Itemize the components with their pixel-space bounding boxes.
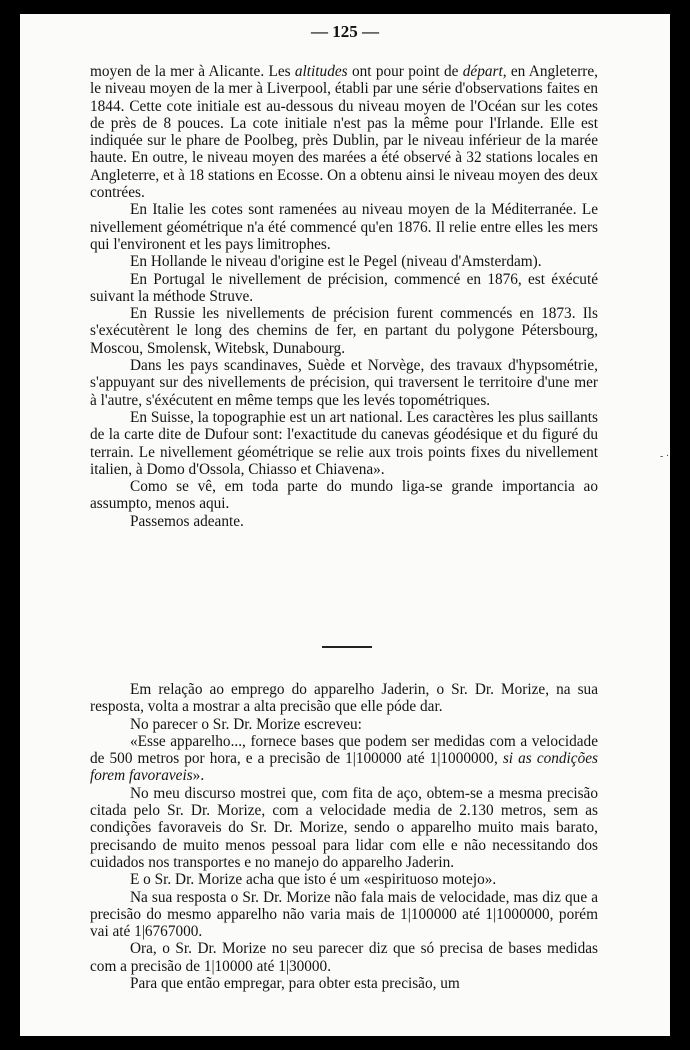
paragraph: [90, 478, 598, 513]
paragraph: [90, 409, 598, 478]
italic-text: départ,: [462, 63, 507, 80]
paragraph: [90, 357, 598, 409]
paragraph: [90, 253, 598, 270]
book-page: [20, 14, 670, 1036]
text-segment: ».: [192, 767, 205, 785]
italic-text: altitudes: [294, 63, 348, 80]
text-segment: En Italie les cotes sont ramenées au niveau moyen de la Méditerranée. Le nivellement géométrique n'a été commencé qu'en 1876. Il relie entre elles les mers qui l'environent et les pays limitrophes.: [90, 201, 598, 253]
paragraph: [90, 785, 598, 871]
paragraph: [90, 716, 598, 733]
text-segment: En Suisse, la topographie est un art national. Les caractères les plus saillants de la carte dite de Dufour sont: l'exactitude du canevas géodésique et du figuré du terrain. Le nivellement géométrique se relie aux trois points fixes du nivellement italien, à Domo d'Ossola, Chiasso et Chiavena».: [90, 408, 598, 478]
text-segment: E o Sr. Dr. Morize acha que isto é um «espirituoso motejo».: [130, 871, 497, 889]
text-segment: En Russie les nivellements de précision furent commencés en 1873. Ils s'exécutèrent le long des chemins de fer, en partant du polygone Pétersbourg, Moscou, Smolensk, Witebsk, Dunabourg.: [90, 305, 598, 357]
paragraph: [90, 940, 598, 975]
paragraph: [90, 201, 598, 253]
text-segment: moyen de la mer à Alicante. Les: [90, 63, 295, 80]
paragraph: [90, 871, 598, 888]
text-segment: No parecer o Sr. Dr. Morize escreveu:: [130, 715, 362, 733]
text-segment: No meu discurso mostrei que, com fita de aço, obtem-se a mesma precisão citada pelo Sr. Dr. Morize, com a velocidade media de 2.130 metros, sem as condições favoraveis do Sr. Dr. Morize, sendo o apparelho muito mais barato, precisando de muito menos pessoal para lidar com elle e não necessitando dos cuidados nos transportes e no manejo do apparelho Jaderin.: [90, 784, 598, 871]
margin-mark: - ·: [660, 451, 670, 462]
paragraph: [90, 305, 598, 357]
text-segment: «Esse apparelho..., fornece bases que podem ser medidas com a velocidade de 500 metros por hora, e a precisão de 1|100000 até 1|1000000,: [90, 732, 598, 768]
text-segment: En Hollande le niveau d'origine est le Pegel (niveau d'Amsterdam).: [130, 253, 542, 271]
text-segment: Para que então empregar, para obter esta precisão, um: [130, 975, 460, 993]
text-segment: Em relação ao emprego do apparelho Jaderin, o Sr. Dr. Morize, na sua resposta, volta a mostrar a alta precisão que elle póde dar.: [90, 681, 598, 716]
text-segment: Passemos adeante.: [130, 512, 244, 530]
paragraph: [90, 63, 598, 201]
portuguese-text-block: [90, 681, 598, 992]
text-segment: en Angleterre, le niveau moyen de la mer à Liverpool, établi par une série d'observations faites en 1844. Cette cote initiale est au-dessous du niveau moyen de l'Océan sur les cotes de près de 8 pouces. La cote initiale n'est pas la même pour l'Irlande. Elle est indiquée sur le phare de Poolbeg, près Dublin, par le niveau inférieur de la marée haute. En outre, le niveau moyen des marées a été observé à 32 stations locales en Angleterre, et à 18 stations en Ecosse. On a obtenu ainsi le niveau moyen des deux contrées.: [90, 63, 599, 202]
paragraph: [90, 733, 598, 785]
text-segment: Ora, o Sr. Dr. Morize no seu parecer diz que só precisa de bases medidas com a precisão de 1|10000 até 1|30000.: [90, 940, 598, 975]
text-segment: Como se vê, em toda parte do mundo liga-se grande importancia ao assumpto, menos aqui.: [90, 478, 598, 513]
paragraph: [90, 681, 598, 716]
text-segment: Na sua resposta o Sr. Dr. Morize não fala mais de velocidade, mas diz que a precisão do mesmo apparelho não varia mais de 1|100000 até 1|1000000, porém vai até 1|6767000.: [90, 888, 598, 941]
paragraph: [90, 271, 598, 306]
text-segment: En Portugal le nivellement de précision, commencé en 1876, est éxécuté suivant la méthode Struve.: [90, 270, 598, 305]
text-segment: Dans les pays scandinaves, Suède et Norvège, des travaux d'hypsométrie, s'appuyant sur des nivellements de précision, qui traversent le territoire d'une mer à l'autre, s'éxécutent en même temps que les levés topométriques.: [90, 357, 598, 409]
italic-text: si as condições forem favoraveis: [90, 750, 598, 785]
french-quotation-block: [90, 63, 598, 530]
paragraph: [90, 513, 598, 530]
text-segment: ont pour point de: [347, 63, 463, 80]
section-divider: [322, 646, 372, 648]
page-number: — 125 —: [311, 22, 379, 41]
paragraph: [90, 889, 598, 941]
paragraph: [90, 975, 598, 992]
